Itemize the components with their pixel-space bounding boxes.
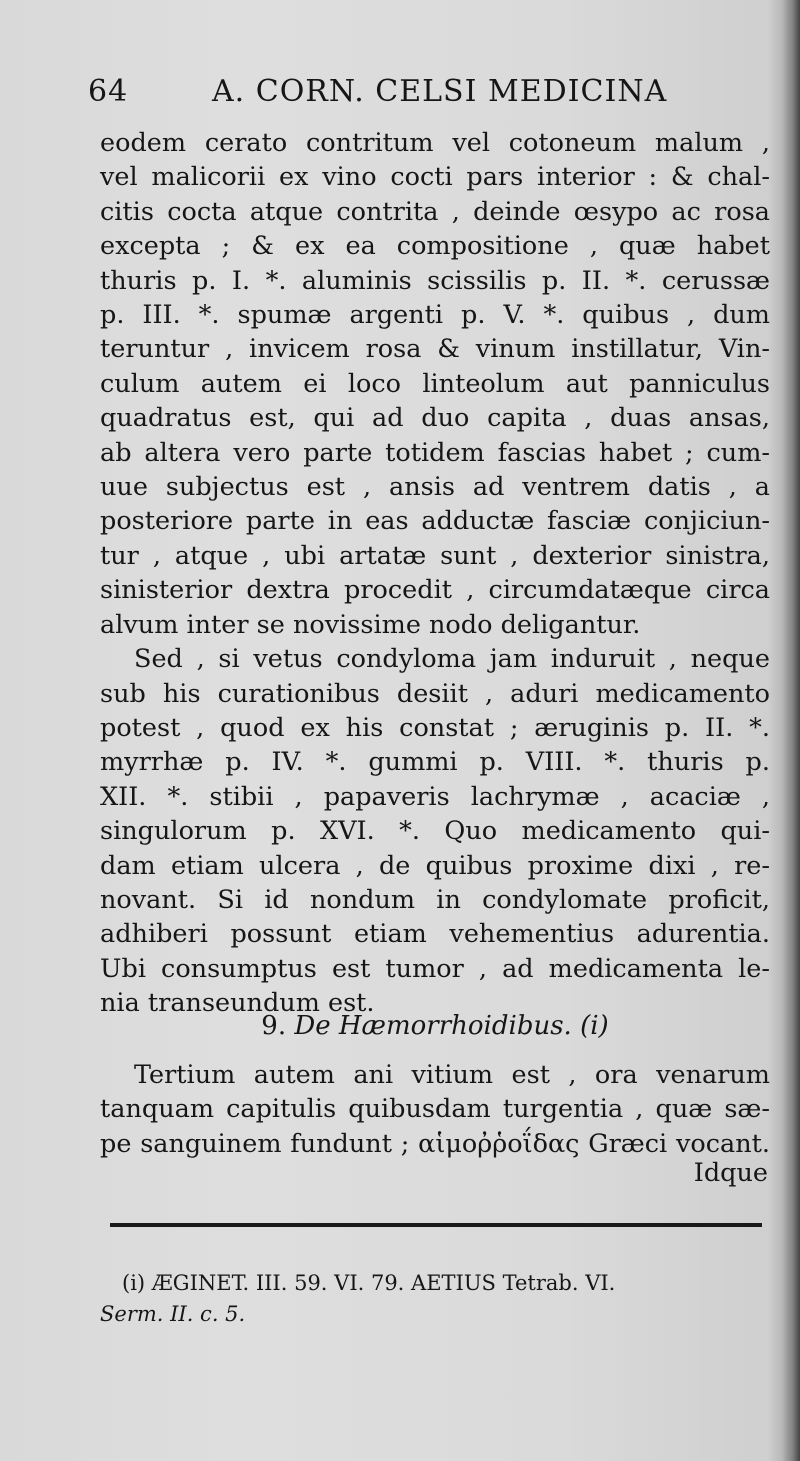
section-title: De Hæmorrhoidibus. (294, 1011, 572, 1041)
running-title: A. CORN. CELSI MEDICINA (212, 74, 668, 109)
text-line: teruntur , invicem rosa & vinum instillatur, Vin- (100, 334, 770, 365)
text-line: alvum inter se novissime nodo deligantur. (100, 609, 641, 640)
footnote-reference: (i) (580, 1011, 609, 1041)
text-line: sinisterior dextra procedit , circumdatæque circa (100, 575, 770, 606)
text-line: Ubi consumptus est tumor , ad medicamenta le- (100, 953, 770, 984)
text-line: p. III. *. spumæ argenti p. V. *. quibus , dum (100, 300, 770, 331)
text-line: potest , quod ex his constat ; æruginis p. II. *. (100, 712, 770, 743)
footnote (100, 1268, 780, 1330)
text-line: tur , atque , ubi artatæ sunt , dexterior sinistra, (100, 540, 770, 571)
text-line: eodem cerato contritum vel cotoneum malum , (100, 128, 770, 158)
text-line: ab altera vero parte totidem fascias habet ; cum- (100, 437, 770, 468)
text-line: pe sanguinem fundunt ; αἱμοῤῥοΐδας Græci vocant. (100, 1128, 770, 1159)
text-line: myrrhæ p. IV. *. gummi p. VIII. *. thuris p. (100, 747, 770, 778)
section-heading (100, 1011, 770, 1041)
section-number: 9. (261, 1011, 287, 1041)
text-line: posteriore parte in eas adductæ fasciæ conjiciun- (100, 506, 770, 537)
text-line: adhiberi possunt etiam vehementius adurentia. (100, 919, 770, 950)
footnote-line: (i) ÆGINET. III. 59. VI. 79. AETIUS Tetrab. VI. (122, 1271, 616, 1295)
text-line: culum autem ei loco linteolum aut panniculus (100, 368, 770, 399)
text-line: Sed , si vetus condyloma jam induruit , neque (134, 644, 770, 675)
text-line: vel malicorii ex vino cocti pars interior : & chal- (100, 162, 770, 193)
text-line: excepta ; & ex ea compositione , quæ habet (100, 231, 770, 262)
text-line: XII. *. stibii , papaveris lachrymæ , acaciæ , (100, 781, 770, 812)
paragraph-2 (100, 642, 770, 1020)
text-line: thuris p. I. *. aluminis scissilis p. II. *. cerussæ (100, 265, 770, 296)
main-text (100, 126, 770, 1021)
text-line: sub his curationibus desiit , aduri medicamento (100, 678, 770, 709)
paragraph-3 (100, 1058, 770, 1161)
text-line: singulorum p. XVI. *. Quo medicamento qui- (100, 816, 770, 847)
text-line: Tertium autem ani vitium est , ora venarum (134, 1060, 770, 1090)
page-number: 64 (88, 74, 129, 109)
catchword: Idque (693, 1158, 768, 1188)
footnote-rule (110, 1223, 762, 1227)
text-line: tanquam capitulis quibusdam turgentia , quæ sæ- (100, 1094, 770, 1125)
footnote-line: Serm. II. c. 5. (100, 1302, 246, 1326)
page-edge-shadow (782, 0, 800, 1461)
paragraph-1 (100, 126, 770, 642)
text-line: novant. Si id nondum in condylomate proficit, (100, 884, 770, 915)
text-line: uue subjectus est , ansis ad ventrem datis , a (100, 472, 770, 503)
text-line: nia transeundum est. (100, 988, 375, 1019)
running-header (88, 74, 708, 118)
text-line: quadratus est, qui ad duo capita , duas ansas, (100, 403, 770, 434)
text-line: dam etiam ulcera , de quibus proxime dixi , re- (100, 850, 770, 881)
text-line: citis cocta atque contrita , deinde œsypo ac rosa (100, 196, 770, 227)
